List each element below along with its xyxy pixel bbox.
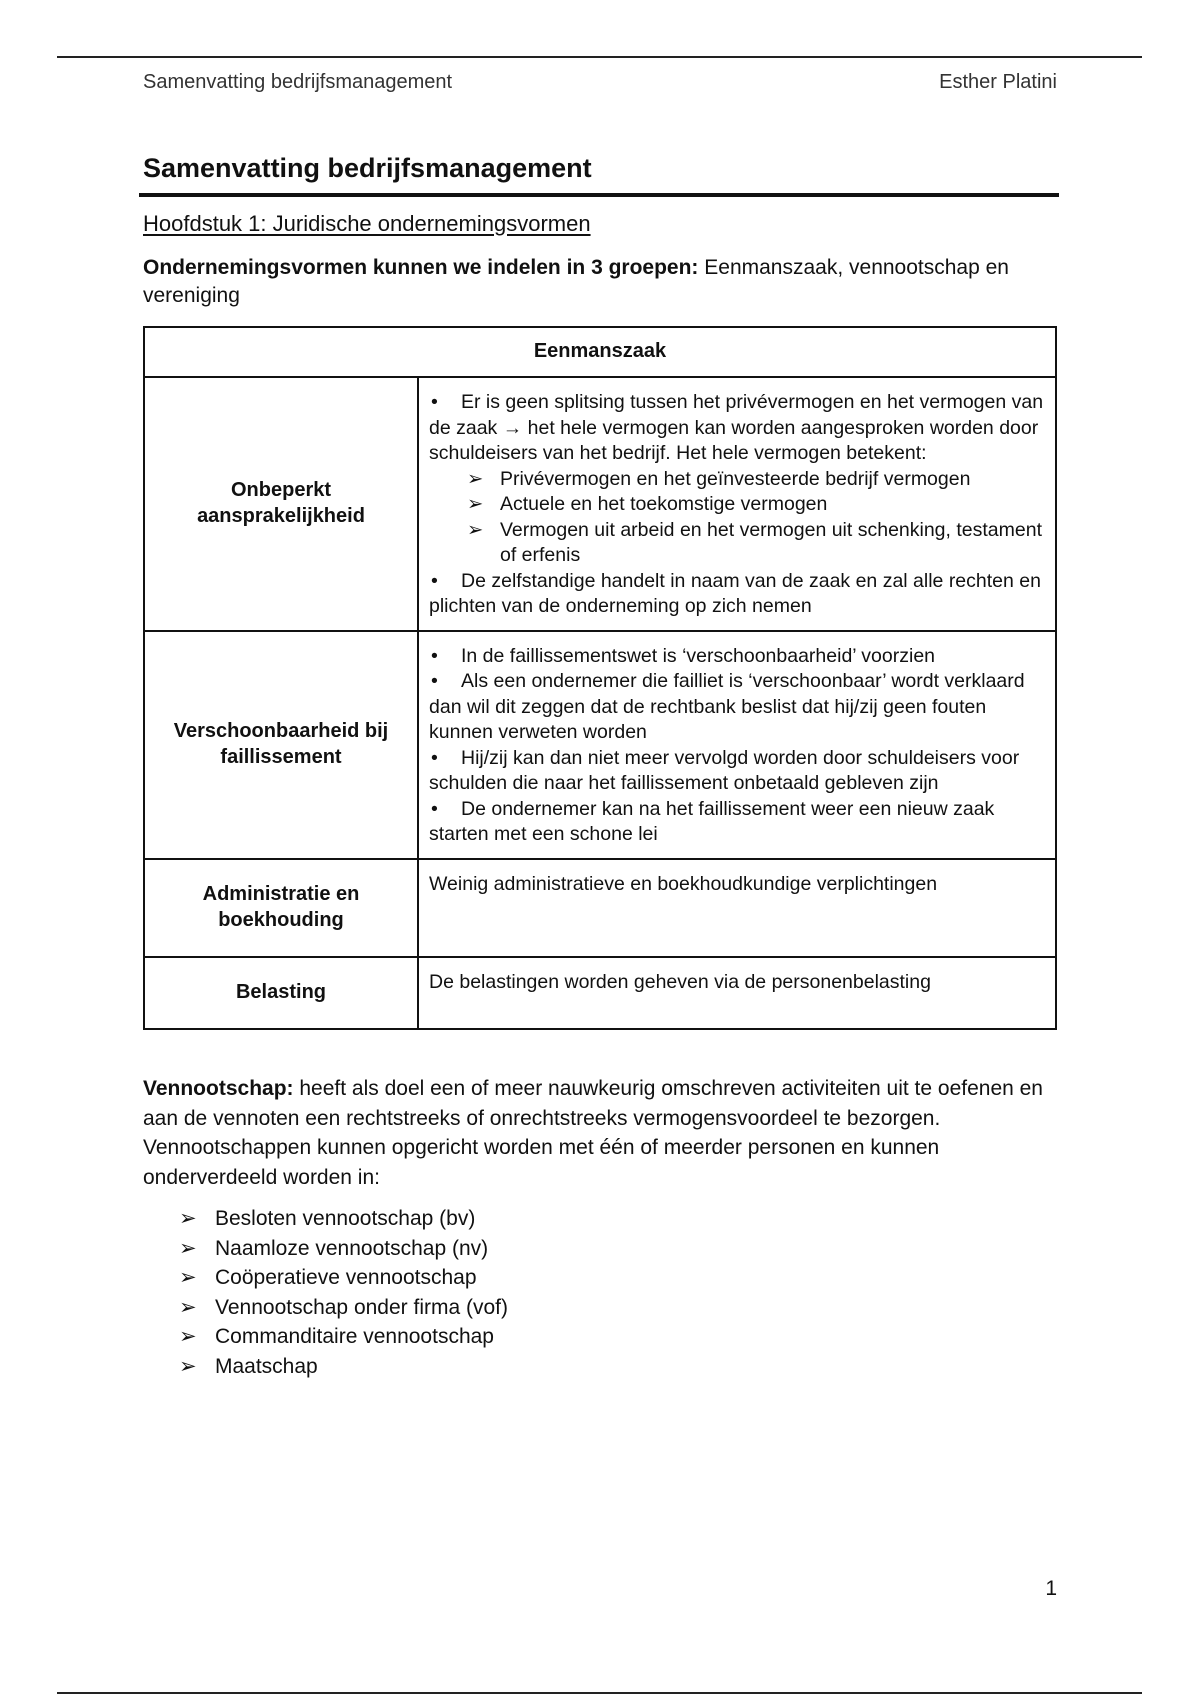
running-title: Samenvatting bedrijfsmanagement — [143, 71, 453, 93]
bullet-item: • In de faillissementswet is ‘verschoonbaarheid’ voorzien — [429, 644, 1045, 670]
arrow-bullet-icon: ➢ — [179, 1295, 197, 1319]
row-content-administratie: Weinig administratieve en boekhoudkundige verplichtingen — [418, 859, 1056, 957]
intro-paragraph — [143, 254, 1063, 310]
chapter-heading: Hoofdstuk 1: Juridische ondernemingsvormen — [143, 211, 591, 236]
sub-item: ➢ Privévermogen en het geïnvesteerde bedrijf vermogen — [429, 467, 1045, 493]
sub-item: ➢ Actuele en het toekomstige vermogen — [429, 492, 1045, 518]
bullet-icon: • — [431, 569, 438, 592]
vennootschap-text: heeft als doel een of meer nauwkeurig omschreven activiteiten uit te oefenen en aan de vennoten een rechtstreeks of onrechtstreeks vermogensvoordeel te bezorgen. Vennootschappen kunnen opgericht worden met één of meerder personen en kunnen onderverdeeld worden in: — [143, 1077, 1043, 1189]
row-label-verschoonbaarheid: Verschoonbaarheid bij faillissement — [144, 631, 418, 859]
list-item: ➢ Commanditaire vennootschap — [143, 1322, 508, 1352]
row-content-onbeperkt — [418, 377, 1056, 631]
arrow-bullet-icon: ➢ — [179, 1266, 197, 1290]
arrow-bullet-icon: ➢ — [179, 1207, 197, 1230]
vennootschap-bold: Vennootschap: — [143, 1077, 294, 1100]
arrow-bullet-icon: ➢ — [467, 518, 484, 541]
arrow-bullet-icon: ➢ — [467, 493, 484, 515]
list-item: ➢ Coöperatieve vennootschap — [143, 1263, 508, 1293]
bullet-item: • Er is geen splitsing tussen het privévermogen en het vermogen van de zaak → het hele vermogen kan worden aangesproken worden door schuldeisers van het bedrijf. Het hele vermogen betekent: — [429, 391, 1044, 464]
bullet-icon: • — [431, 644, 438, 667]
title-underline-rule — [139, 193, 1059, 197]
bullet-icon: • — [431, 746, 438, 769]
row-label-belasting: Belasting — [144, 957, 418, 1029]
document-title: Samenvatting bedrijfsmanagement — [143, 153, 592, 183]
table-row — [144, 377, 1056, 631]
bullet-icon: • — [431, 670, 438, 692]
arrow-bullet-icon: ➢ — [179, 1236, 197, 1260]
vennootschap-paragraph — [143, 1074, 1063, 1192]
list-item: ➢ Maatschap — [143, 1352, 508, 1382]
intro-bold: Ondernemingsvormen kunnen we indelen in 3 groepen: — [143, 256, 699, 279]
bullet-item: • Als een ondernemer die failliet is ‘verschoonbaar’ wordt verklaard dan wil dit zeggen dat de rechtbank beslist dat hij/zij geen fouten kunnen verweten worden — [429, 670, 1025, 743]
bullet-item: • Hij/zij kan dan niet meer vervolgd worden door schuldeisers voor schulden die naar het faillissement onbetaald gebleven zijn — [429, 746, 1020, 794]
arrow-bullet-icon: ➢ — [467, 467, 484, 490]
author-name: Esther Platini — [939, 71, 1057, 93]
page-number: 1 — [1045, 1577, 1057, 1600]
row-label-onbeperkt: Onbeperkt aansprakelijkheid — [144, 377, 418, 631]
table-row — [144, 957, 1056, 1029]
intro-text: Eenmanszaak, vennootschap en vereniging — [143, 256, 1009, 307]
bullet-icon: • — [431, 797, 438, 820]
arrow-bullet-icon: ➢ — [179, 1354, 197, 1378]
vennootschap-list — [143, 1204, 508, 1382]
eenmanszaak-table — [143, 326, 1057, 1030]
row-content-belasting: De belastingen worden geheven via de personenbelasting — [418, 957, 1056, 1029]
list-item: ➢ Besloten vennootschap (bv) — [143, 1204, 508, 1234]
row-label-administratie: Administratie en boekhouding — [144, 859, 418, 957]
arrow-bullet-icon: ➢ — [179, 1325, 197, 1349]
bullet-item: • De ondernemer kan na het faillissement weer een nieuw zaak starten met een schone lei — [429, 797, 995, 845]
table-row — [144, 631, 1056, 859]
bullet-item: • De zelfstandige handelt in naam van de zaak en zal alle rechten en plichten van de onderneming op zich nemen — [429, 569, 1041, 617]
list-item: ➢ Vennootschap onder firma (vof) — [143, 1293, 508, 1323]
bullet-icon: • — [431, 391, 438, 413]
footer-rule — [57, 1692, 1142, 1694]
table-row — [144, 859, 1056, 957]
row-content-verschoonbaarheid — [418, 631, 1056, 859]
header-rule — [57, 56, 1142, 58]
list-item: ➢ Naamloze vennootschap (nv) — [143, 1234, 508, 1264]
sub-item: ➢ Vermogen uit arbeid en het vermogen uit schenking, testament of erfenis — [467, 518, 1042, 566]
table-heading: Eenmanszaak — [144, 327, 1056, 377]
